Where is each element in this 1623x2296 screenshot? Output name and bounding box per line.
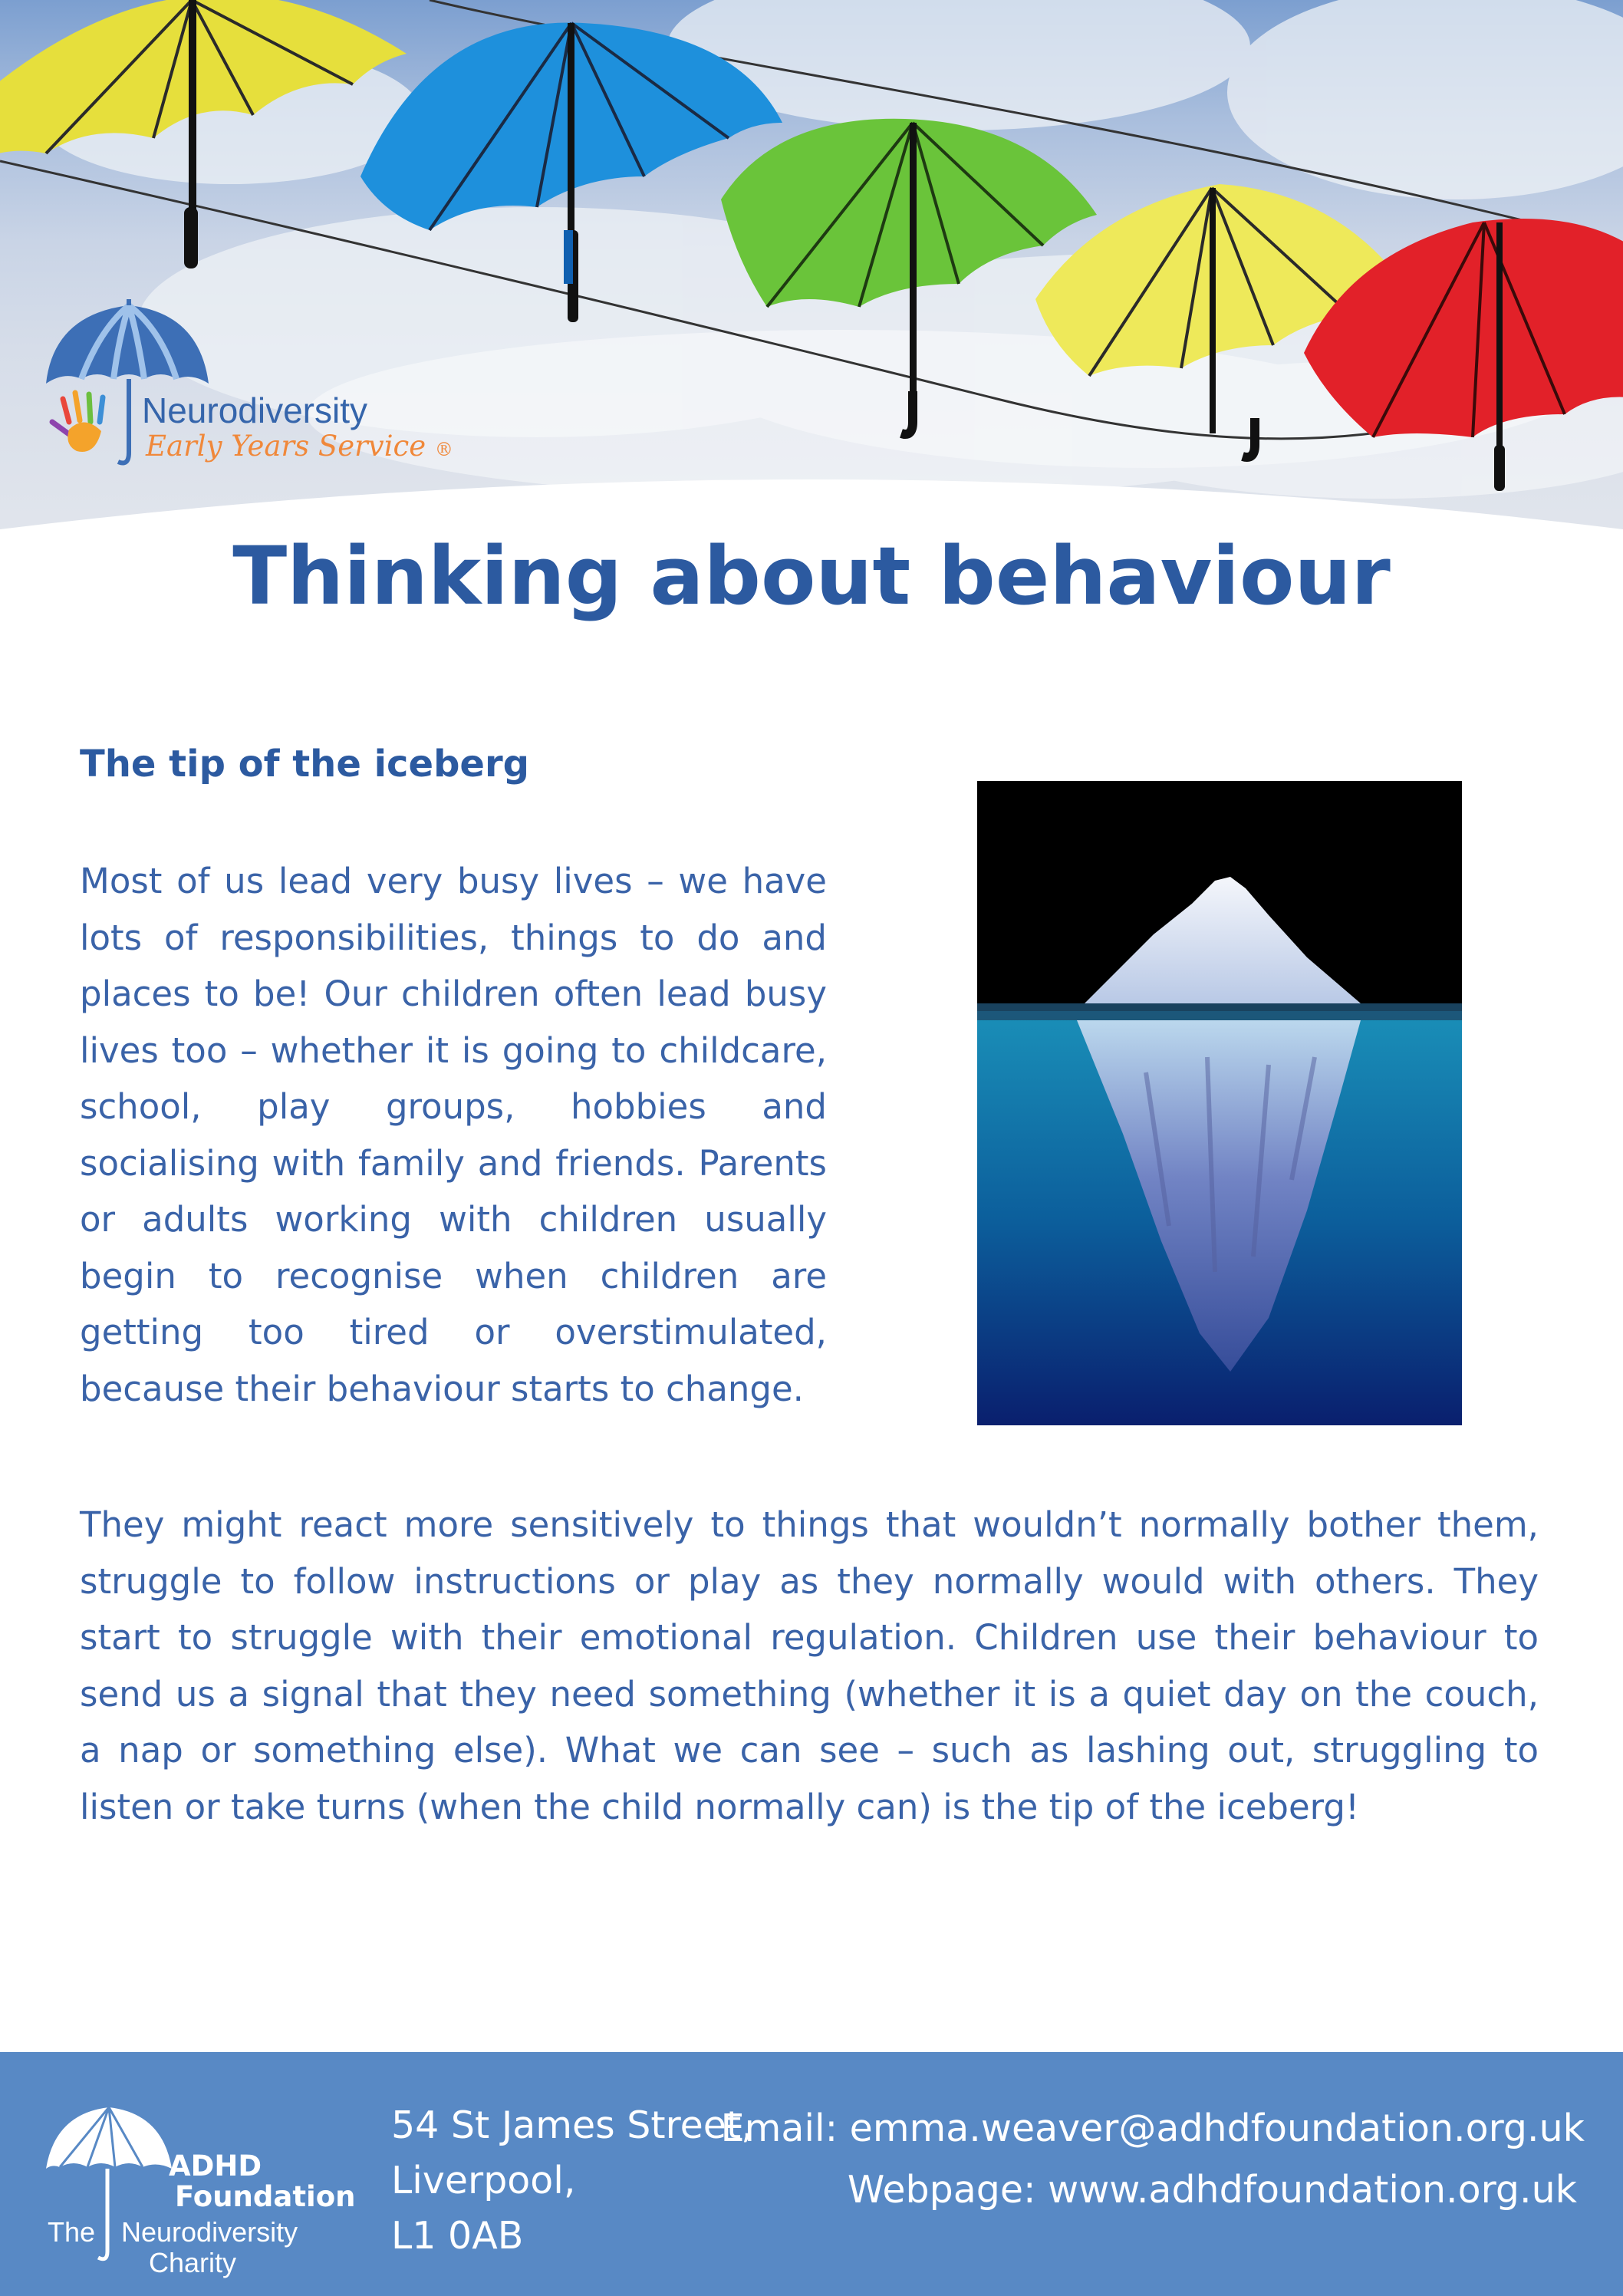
- logo-name: Neurodiversity: [142, 390, 367, 430]
- footer-logo-neurodiversity: Neurodiversity: [121, 2216, 298, 2248]
- address-line-3: L1 0AB: [391, 2214, 524, 2258]
- footer-logo-the: The: [48, 2216, 96, 2248]
- page-title: Thinking about behaviour: [232, 529, 1391, 623]
- logo-tagline: Early Years Service ®: [146, 430, 453, 463]
- footer: [0, 2052, 1623, 2296]
- address-line-2: Liverpool,: [391, 2159, 576, 2202]
- adhd-foundation-logo: [40, 2098, 362, 2278]
- neurodiversity-logo: [46, 299, 453, 476]
- email-link[interactable]: Email: emma.weaver@adhdfoundation.org.uk: [720, 2107, 1585, 2150]
- section-heading: The tip of the iceberg: [80, 743, 530, 786]
- footer-logo-line2: Foundation: [175, 2180, 356, 2213]
- webpage-link[interactable]: Webpage: www.adhdfoundation.org.uk: [847, 2168, 1577, 2212]
- iceberg-image: [977, 781, 1462, 1425]
- address-line-1: 54 St James Street,: [391, 2103, 753, 2147]
- body-paragraph-1: Most of us lead very busy lives – we have lots of responsibilities, things to do and places to be! Our children often lead busy lives too – whether it is going to childcare, school, play groups, hobbies and socialising with family and friends. Parents or adults working with children usually begin to recognise when children are getting too tired or overstimulated, because their behaviour starts to change.: [80, 861, 827, 1409]
- header-banner: [0, 0, 1623, 537]
- iceberg-icon: [977, 781, 1462, 1425]
- footer-logo-charity: Charity: [149, 2247, 237, 2278]
- footer-contact: [721, 2098, 1585, 2221]
- footer-address: [391, 2098, 753, 2264]
- footer-logo-line1: ADHD: [169, 2149, 262, 2182]
- body-paragraph-2: They might react more sensitively to things that wouldn’t normally bother them, struggle to follow instructions or play as they normally would with others. They start to struggle with their emotional regulation. Children use their behaviour to send us a signal that they need something (whether it is a quiet day on the couch, a nap or something else). What we can see – such as lashing out, struggling to listen or take turns (when the child normally can) is the tip of the iceberg!: [80, 1504, 1539, 1827]
